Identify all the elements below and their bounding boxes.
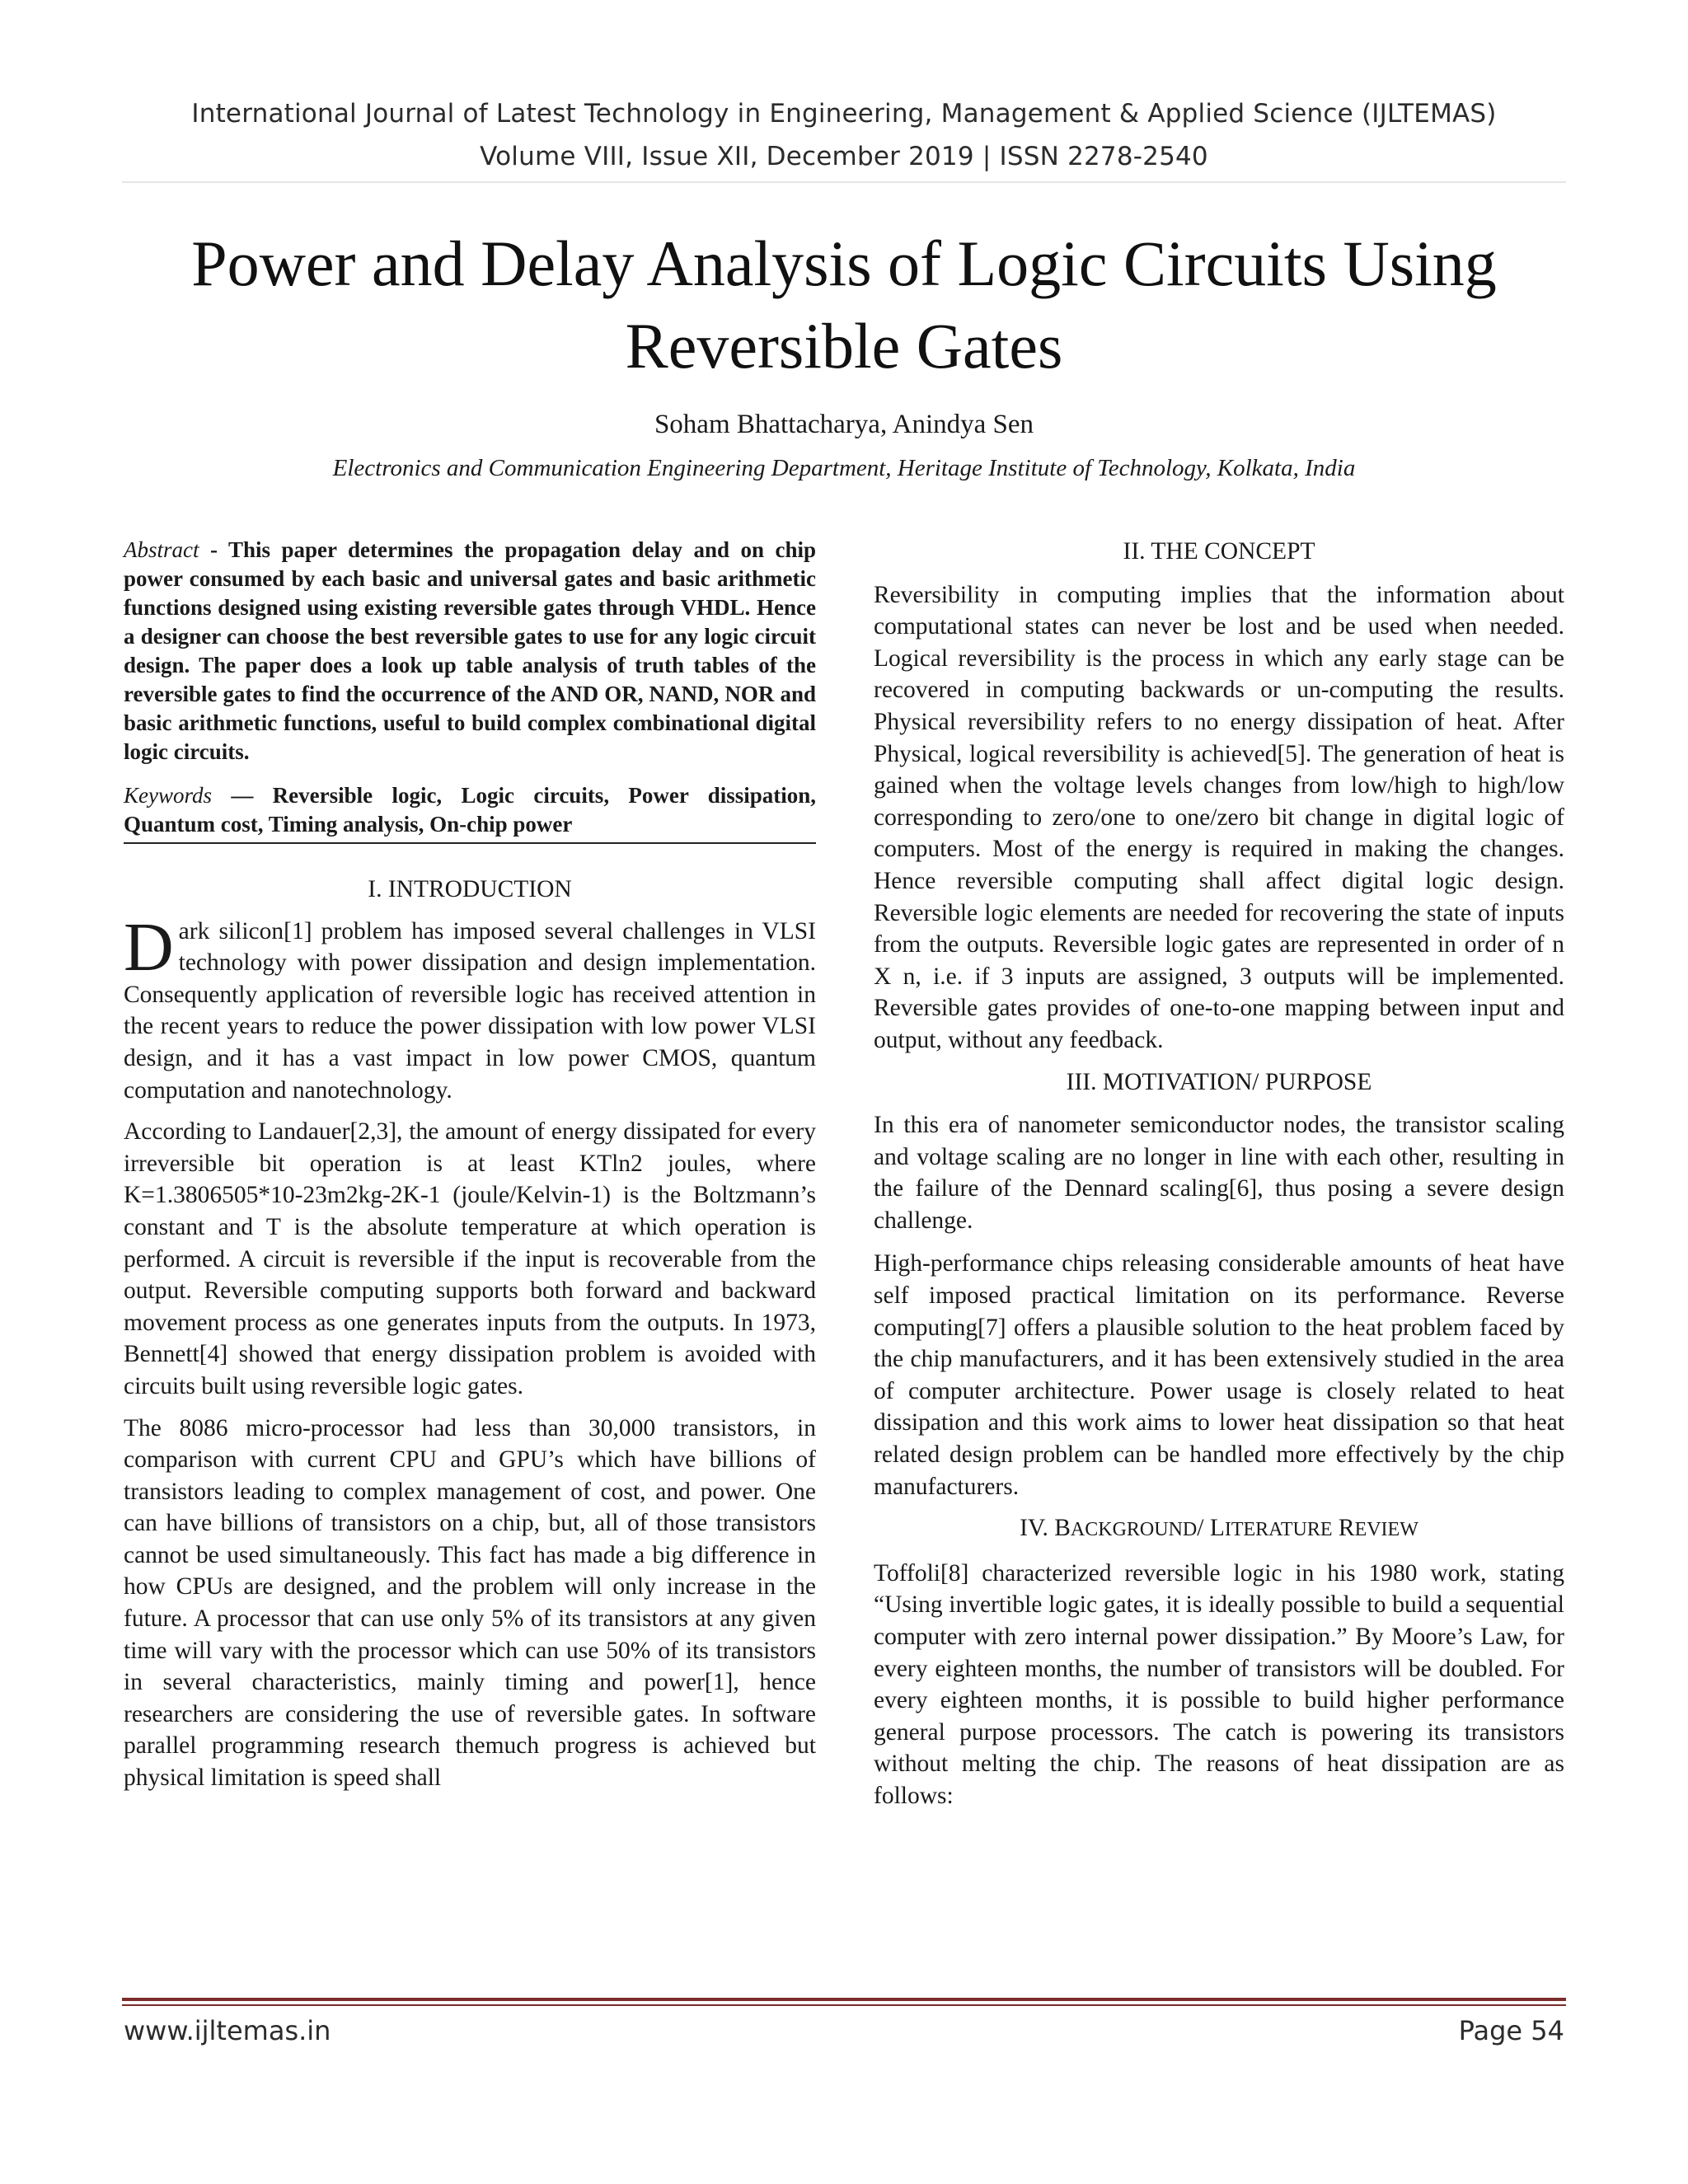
motivation-paragraph-1: In this era of nanometer semiconductor nodes, the transistor scaling and voltage scaling are no longer in line with each other, resulting in the failure of the Dennard scaling[6], thus posing a severe design challenge. (874, 1112, 1564, 1234)
drop-cap: D (124, 908, 174, 986)
keywords (124, 781, 816, 839)
keywords-label: Keywords (124, 783, 212, 808)
journal-issue: Volume VIII, Issue XII, December 2019 | ISSN 2278-2540 (480, 142, 1208, 171)
concept-heading: II. THE CONCEPT (1123, 538, 1315, 565)
abstract-divider (124, 842, 816, 844)
footer-website: www.ijltemas.in (124, 2015, 331, 2046)
journal-name: International Journal of Latest Technology in Engineering, Management & Applied Science (IJLTEMAS) (191, 99, 1497, 129)
footer-page-number: Page 54 (1458, 2015, 1564, 2046)
motivation-paragraph-2: High-performance chips releasing considerable amounts of heat have self imposed practical limitation on its performance. Reverse computing[7] offers a plausible solution to the heat problem faced by the chip manufacturers, and it has been extensively studied in the area of computer architecture. Power usage is closely related to heat dissipation and this work aims to lower heat dissipation so that heat related design problem can be handled more effectively by the chip manufacturers. (874, 1250, 1564, 1500)
intro-p1-text: ark silicon[1] problem has imposed several challenges in VLSI technology with power dissipation and design implementation. Consequently application of reversible logic has received attention in the recent years to reduce the power dissipation with low power VLSI design, and it has a vast impact in low power CMOS, quantum computation and nanotechnology. (124, 917, 816, 1104)
header-divider (122, 181, 1566, 183)
intro-paragraph-2: According to Landauer[2,3], the amount of energy dissipated for every irreversible bit operation is at least KTln2 joules, where K=1.3806505*10-23m2kg-2K-1 (joule/Kelvin-1) is the Boltzmann’s constant and T is the absolute temperature at which operation is performed. A circuit is reversible if the input is recoverable from the output. Reversible computing supports both forward and backward movement process as one generates inputs from the outputs. In 1973, Bennett[4] showed that energy dissipation problem is avoided with circuits built using reversible logic gates. (124, 1118, 816, 1399)
paper-title (0, 223, 1688, 387)
background-paragraph: Toffoli[8] characterized reversible logic in his 1980 work, stating “Using invertible logic gates, it is ideally possible to build a sequential computer with zero internal power dissipation.” By Moore’s Law, for every eighteen months, the number of transistors will be doubled. For every eighteen months, it is possible to build higher performance general purpose processors. The catch is powering its transistors without melting the chip. The reasons of heat dissipation are as follows: (874, 1559, 1564, 1809)
abstract-text: - This paper determines the propagation delay and on chip power consumed by each basic and universal gates and basic arithmetic functions designed using existing reversible gates through VHDL. Hence a designer can choose the best reversible gates to use for any logic circuit design. The paper does a look up table analysis of truth tables of the reversible gates to find the occurrence of the AND OR, NAND, NOR and basic arithmetic functions, useful to build complex combinational digital logic circuits. (124, 537, 816, 764)
keywords-text: — Reversible logic, Logic circuits, Power dissipation, Quantum cost, Timing analysis, On-chip power (124, 783, 816, 837)
intro-paragraph-1 (124, 908, 816, 1107)
left-column (124, 536, 816, 1794)
title-line-1: Power and Delay Analysis of Logic Circuits Using (191, 227, 1497, 299)
footer-divider-thick (122, 1998, 1566, 2001)
concept-paragraph: Reversibility in computing implies that the information about computational states can never be lost and be used when needed. Logical reversibility is the process in which any early stage can be recovered in computing backwards or un-computing the results. Physical reversibility refers to no energy dissipation of heat. After Physical, logical reversibility is achieved[5]. The generation of heat is gained when the voltage levels changes from low/high to high/low corresponding to zero/one to one/zero bit change in digital logic of computers. Most of the energy is required in making the changes. Hence reversible computing shall affect digital logic design. Reversible logic elements are needed for recovering the state of inputs from the outputs. Reversible logic gates are represented in order of n X n, i.e. if 3 inputs are assigned, 3 outputs will be implemented. Reversible gates provides of one-to-one mapping between input and output, without any feedback. (874, 581, 1564, 1053)
footer-divider-thin (122, 2004, 1566, 2006)
affiliation: Electronics and Communication Engineering Department, Heritage Institute of Technology, Kolkata, India (332, 455, 1356, 481)
intro-heading: I. INTRODUCTION (368, 876, 572, 902)
authors: Soham Bhattacharya, Anindya Sen (654, 410, 1034, 439)
intro-paragraph-3: The 8086 micro-processor had less than 30,000 transistors, in comparison with current CPU and GPU’s which have billions of transistors leading to complex management of cost, and power. One can have billions of transistors on a chip, but, all of those transistors cannot be used simultaneously. This fact has made a big difference in how CPUs are designed, and the problem will only increase in the future. A processor that can use only 5% of its transistors at any given time will vary with the processor which can use 50% of its transistors in several characteristics, mainly timing and power[1], hence researchers are considering the use of reversible gates. In software parallel programming research themuch progress is achieved but physical limitation is speed shall (124, 1414, 816, 1792)
background-heading: IV. BACKGROUND/ LITERATURE REVIEW (1020, 1515, 1418, 1542)
right-column (874, 536, 1564, 1812)
abstract (124, 536, 816, 766)
abstract-label: Abstract (124, 537, 199, 562)
motivation-heading: III. MOTIVATION/ PURPOSE (1066, 1068, 1372, 1095)
title-line-2: Reversible Gates (625, 310, 1063, 382)
